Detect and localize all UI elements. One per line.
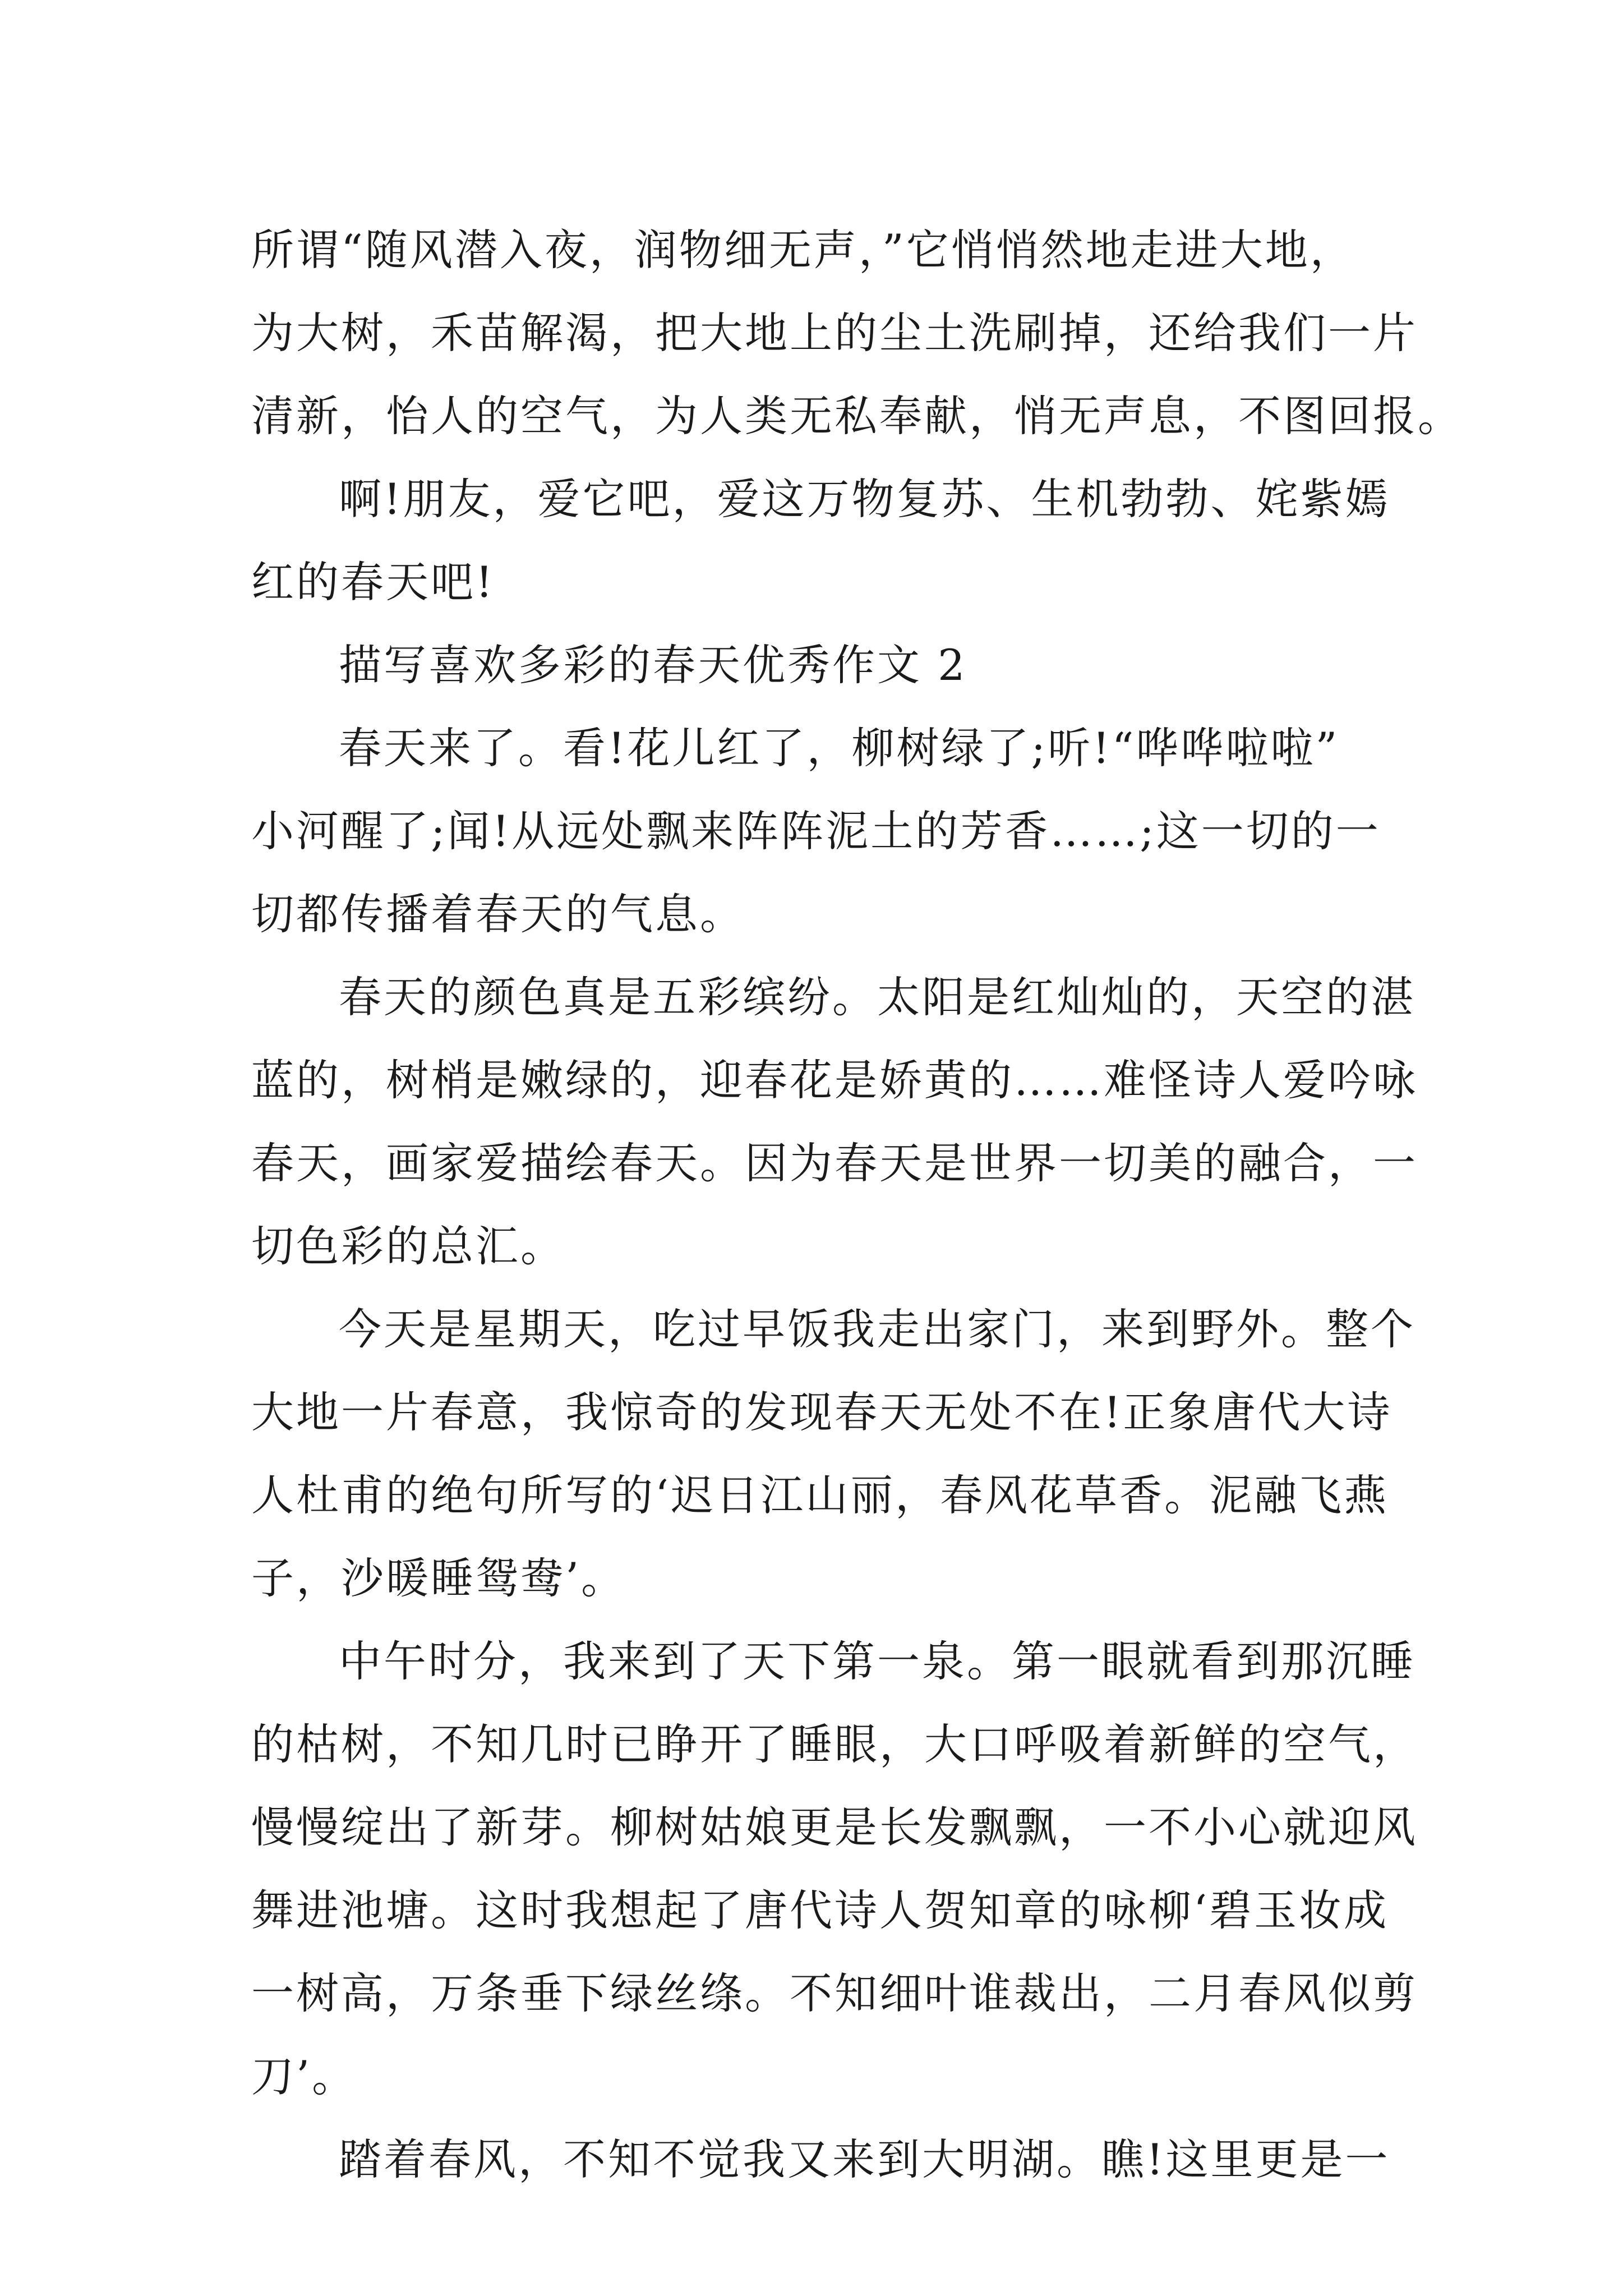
text-line: 蓝的，树梢是嫩绿的，迎春花是娇黄的……难怪诗人爱吟咏: [251, 1055, 1418, 1105]
text-line: 子，沙暖睡鸳鸯’。: [251, 1553, 626, 1603]
text-line: 春天，画家爱描绘春天。因为春天是世界一切美的融合，一: [251, 1138, 1418, 1188]
paragraph-first-line: 今天是星期天，吃过早饭我走出家门，来到野外。整个: [339, 1304, 1415, 1354]
paragraph-first-line: 踏着春风，不知不觉我又来到大明湖。瞧!这里更是一: [339, 2134, 1390, 2184]
paragraph-first-line: 春天的颜色真是五彩缤纷。太阳是红灿灿的，天空的湛: [339, 972, 1415, 1022]
text-line: 切色彩的总汇。: [251, 1221, 565, 1271]
paragraph-first-line: 中午时分，我来到了天下第一泉。第一眼就看到那沉睡: [339, 1636, 1415, 1686]
text-line: 舞进池塘。这时我想起了唐代诗人贺知章的咏柳‘碧玉妆成: [251, 1885, 1389, 1935]
text-line: 慢慢绽出了新芽。柳树姑娘更是长发飘飘，一不小心就迎风: [251, 1802, 1418, 1852]
section-heading: 描写喜欢多彩的春天优秀作文 2: [339, 640, 967, 690]
text-line: 的枯树，不知几时已睁开了睡眼，大口呼吸着新鲜的空气，: [251, 1719, 1418, 1769]
text-line: 所谓“随风潜入夜，润物细无声，”它悄悄然地走进大地，: [251, 225, 1355, 275]
text-line: 清新，怡人的空气，为人类无私奉献，悄无声息，不图回报。: [251, 391, 1463, 441]
document-body: [251, 209, 1463, 2201]
paragraph-first-line: 春天来了。看!花儿红了，柳树绿了;听!“哗哗啦啦”: [339, 723, 1340, 773]
text-line: 为大树，禾苗解渴，把大地上的尘土洗刷掉，还给我们一片: [251, 308, 1418, 358]
text-line: 大地一片春意，我惊奇的发现春天无处不在!正象唐代大诗: [251, 1387, 1393, 1437]
text-line: 一树高，万条垂下绿丝绦。不知细叶谁裁出，二月春风似剪: [251, 1968, 1418, 2018]
text-line: 切都传播着春天的气息。: [251, 889, 745, 939]
text-line: 人杜甫的绝句所写的‘迟日江山丽，春风花草香。泥融飞燕: [251, 1470, 1389, 1520]
paragraph-first-line: 啊!朋友，爱它吧，爱这万物复苏、生机勃勃、姹紫嫣: [339, 474, 1390, 524]
text-line: 小河醒了;闻!从远处飘来阵阵泥土的芳香……;这一切的一: [251, 806, 1381, 856]
text-line: 红的春天吧!: [251, 557, 495, 607]
text-line: 刀’。: [251, 2051, 357, 2101]
